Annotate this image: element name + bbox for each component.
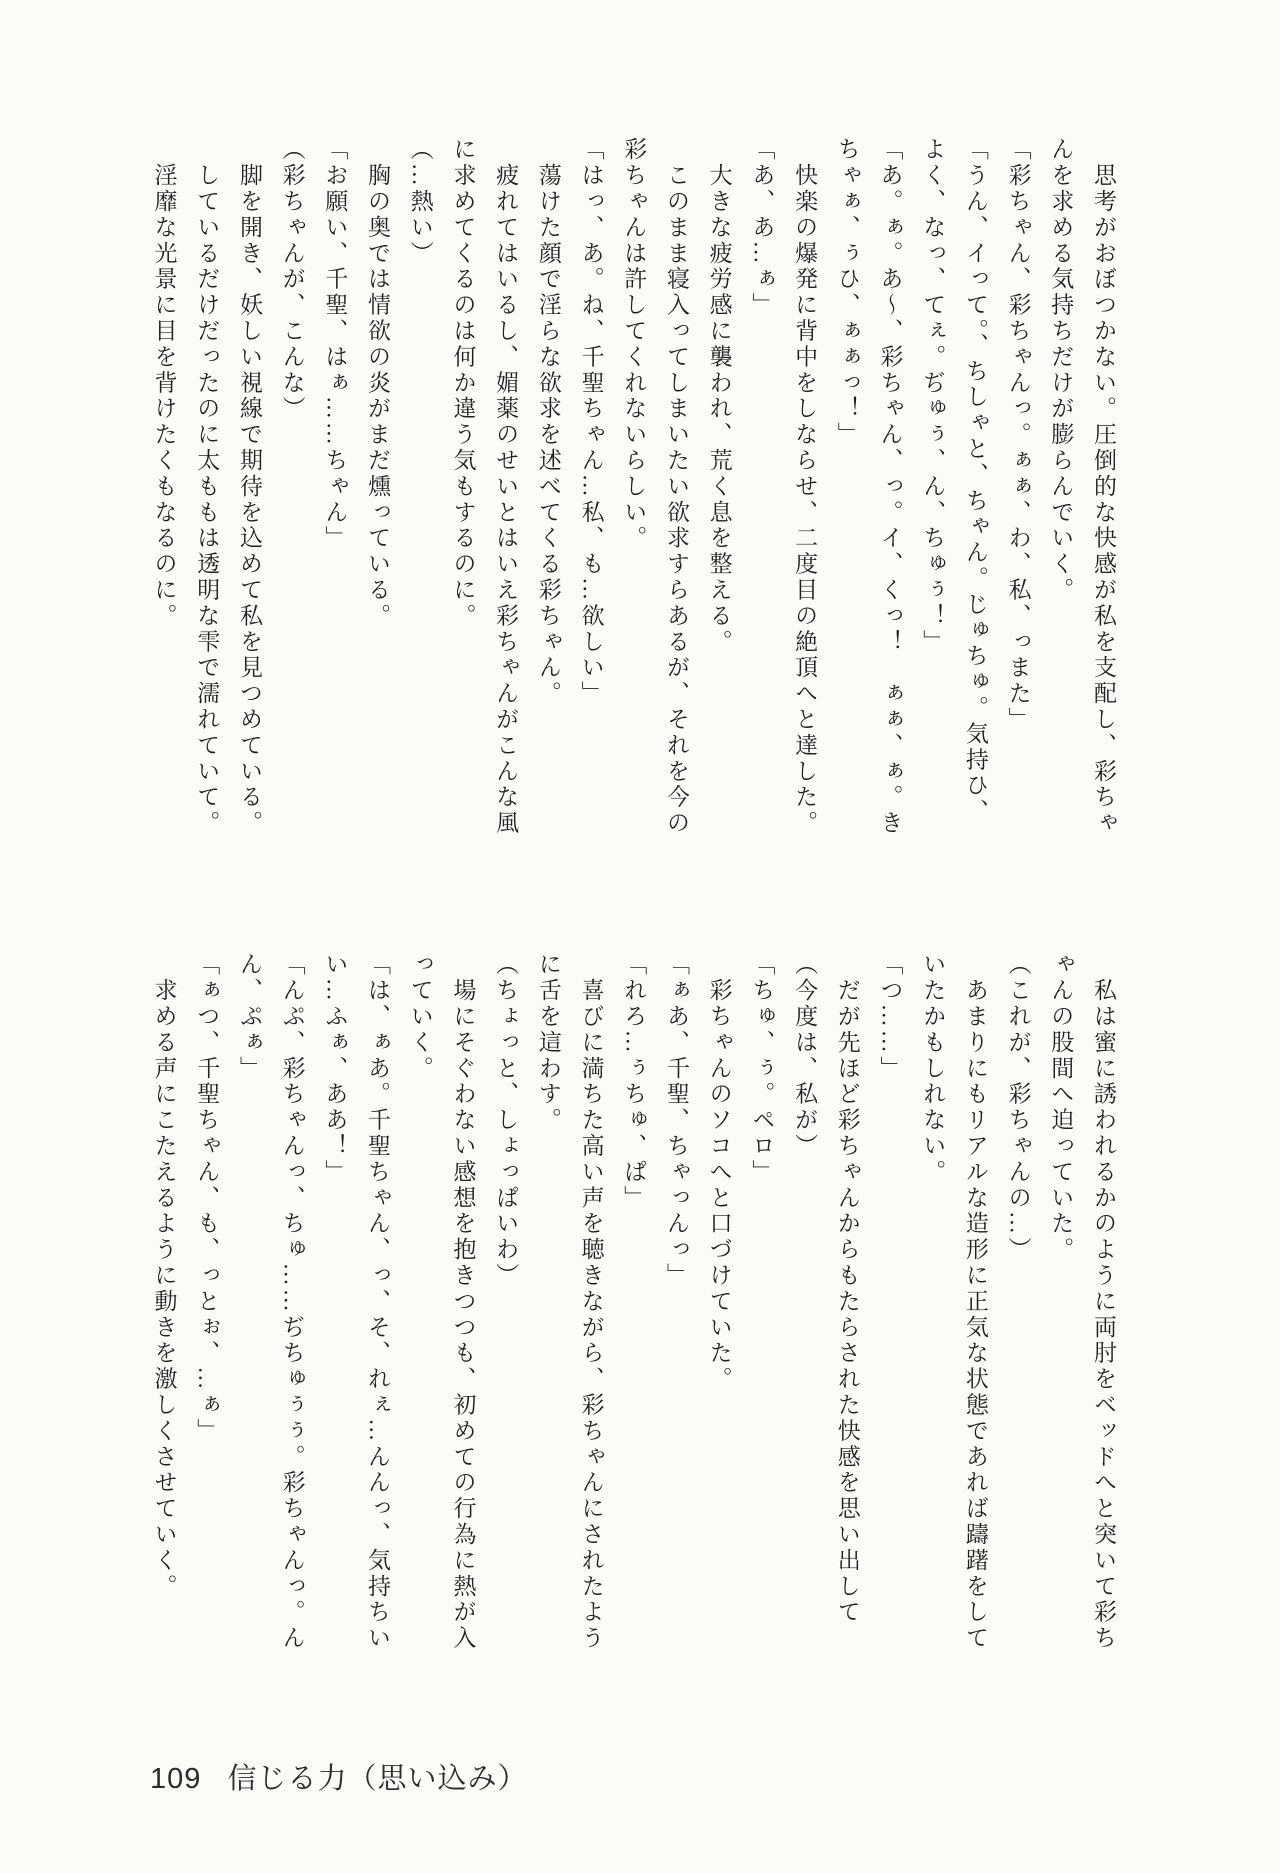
text-line: っていく。 bbox=[407, 952, 433, 1082]
text-line: 「うん、イって。、ちしゃと、ちゃん。じゅちゅ。気持ひ、 bbox=[962, 137, 988, 825]
text-line: 「は、ぁあ。千聖ちゃん、っ、そ、れぇ…んんっ、気持ちい bbox=[365, 952, 391, 1652]
text-line: 喜びに満ちた高い声を聴きながら、彩ちゃんにされたよう bbox=[578, 952, 604, 1652]
text-line: 「つ……」 bbox=[877, 952, 903, 1082]
text-line: （今度は、私が） bbox=[792, 952, 818, 1160]
text-line: しているだけだったのに太ももは透明な雫で濡れていて。 bbox=[194, 137, 220, 837]
text-line: 「れろ…ぅちゅ、ぱ」 bbox=[621, 952, 647, 1211]
text-line: 快楽の爆発に背中をしならせ、二度目の絶頂へと達した。 bbox=[792, 137, 818, 837]
text-line: 淫靡な光景に目を背けたくもなるのに。 bbox=[151, 137, 177, 630]
text-line: 「ぁあ、千聖、ちゃっんっ」 bbox=[663, 952, 689, 1289]
text-line: 疲れてはいるし、媚薬のせいとはいえ彩ちゃんがこんな風 bbox=[493, 137, 519, 837]
text-line: 彩ちゃんのソコへと口づけていた。 bbox=[706, 952, 732, 1393]
text-line: 蕩けた顔で淫らな欲求を述べてくる彩ちゃん。 bbox=[535, 137, 561, 707]
upper-text-block bbox=[142, 137, 1124, 879]
text-line: 「彩ちゃん、彩ちゃんっ。ぁぁ、わ、私、っまた」 bbox=[1005, 137, 1031, 733]
text-line: よく、なっ、てぇ。ぢゅぅ、ん、ちゅぅ！」 bbox=[920, 137, 946, 655]
text-line: 大きな疲労感に襲われ、荒く息を整える。 bbox=[706, 137, 732, 655]
page-number: 109 bbox=[150, 1763, 202, 1795]
text-line: 「あ。ぁ。あ〜、彩ちゃん、っ。イ、くっ！ ぁぁ、ぁ。き bbox=[877, 137, 903, 837]
text-line: に求めてくるのは何か違う気もするのに。 bbox=[450, 137, 476, 630]
text-line: いたかもしれない。 bbox=[920, 952, 946, 1186]
text-line: （ちょっと、しょっぱいわ） bbox=[493, 952, 519, 1289]
text-line: 「ちゅ、ぅ。ペロ」 bbox=[749, 952, 775, 1186]
text-line: 「あ、あ…ぁ」 bbox=[749, 137, 775, 319]
text-line: 「んぷ、彩ちゃんっ、ちゅ……ぢちゅぅぅ。彩ちゃんっ。ん bbox=[279, 952, 305, 1652]
text-line: ん、ぷぁ」 bbox=[236, 952, 262, 1082]
text-line: 胸の奥では情欲の炎がまだ燻っている。 bbox=[365, 137, 391, 630]
text-line: 「はっ、あ。ね、千聖ちゃん…私、も…欲しい」 bbox=[578, 137, 604, 707]
text-line: 場にそぐわない感想を抱きつつも、初めての行為に熱が入 bbox=[450, 952, 476, 1652]
text-line: 思考がおぼつかない。圧倒的な快感が私を支配し、彩ちゃ bbox=[1091, 137, 1116, 837]
text-line: ゃんの股間へ迫っていた。 bbox=[1048, 952, 1074, 1263]
text-line: このまま寝入ってしまいたい欲求すらあるが、それを今の bbox=[663, 137, 689, 837]
page-footer bbox=[150, 1756, 528, 1797]
text-line: 求める声にこたえるように動きを激しくさせていく。 bbox=[151, 952, 177, 1600]
text-line: 「お願い、千聖、はぁ……ちゃん」 bbox=[322, 137, 348, 552]
text-line: ちゃぁ、ぅひ、ぁぁっ！」 bbox=[834, 137, 860, 448]
text-line: 脚を開き、妖しい視線で期待を込めて私を見つめている。 bbox=[236, 137, 262, 837]
text-line: （彩ちゃんが、こんな） bbox=[279, 137, 305, 422]
text-line: んを求める気持ちだけが膨らんでいく。 bbox=[1048, 137, 1074, 604]
text-line: （…熱い） bbox=[407, 137, 433, 267]
text-line: （これが、彩ちゃんの…） bbox=[1005, 952, 1031, 1263]
text-line: に舌を這わす。 bbox=[535, 952, 561, 1134]
text-line: い…ふぁ、ああ！」 bbox=[322, 952, 348, 1186]
text-line: だが先ほど彩ちゃんからもたらされた快感を思い出して bbox=[834, 952, 860, 1626]
lower-text-block bbox=[142, 952, 1124, 1694]
text-line: あまりにもリアルな造形に正気な状態であれば躊躇をして bbox=[962, 952, 988, 1652]
text-line: 「ぁつ、千聖ちゃん、も、っとぉ、…ぁ」 bbox=[194, 952, 220, 1445]
text-line: 彩ちゃんは許してくれないらしい。 bbox=[621, 137, 647, 552]
text-line: 私は蜜に誘われるかのように両肘をベッドへと突いて彩ち bbox=[1091, 952, 1116, 1652]
footer-title: 信じる力（思い込み） bbox=[227, 1763, 528, 1795]
